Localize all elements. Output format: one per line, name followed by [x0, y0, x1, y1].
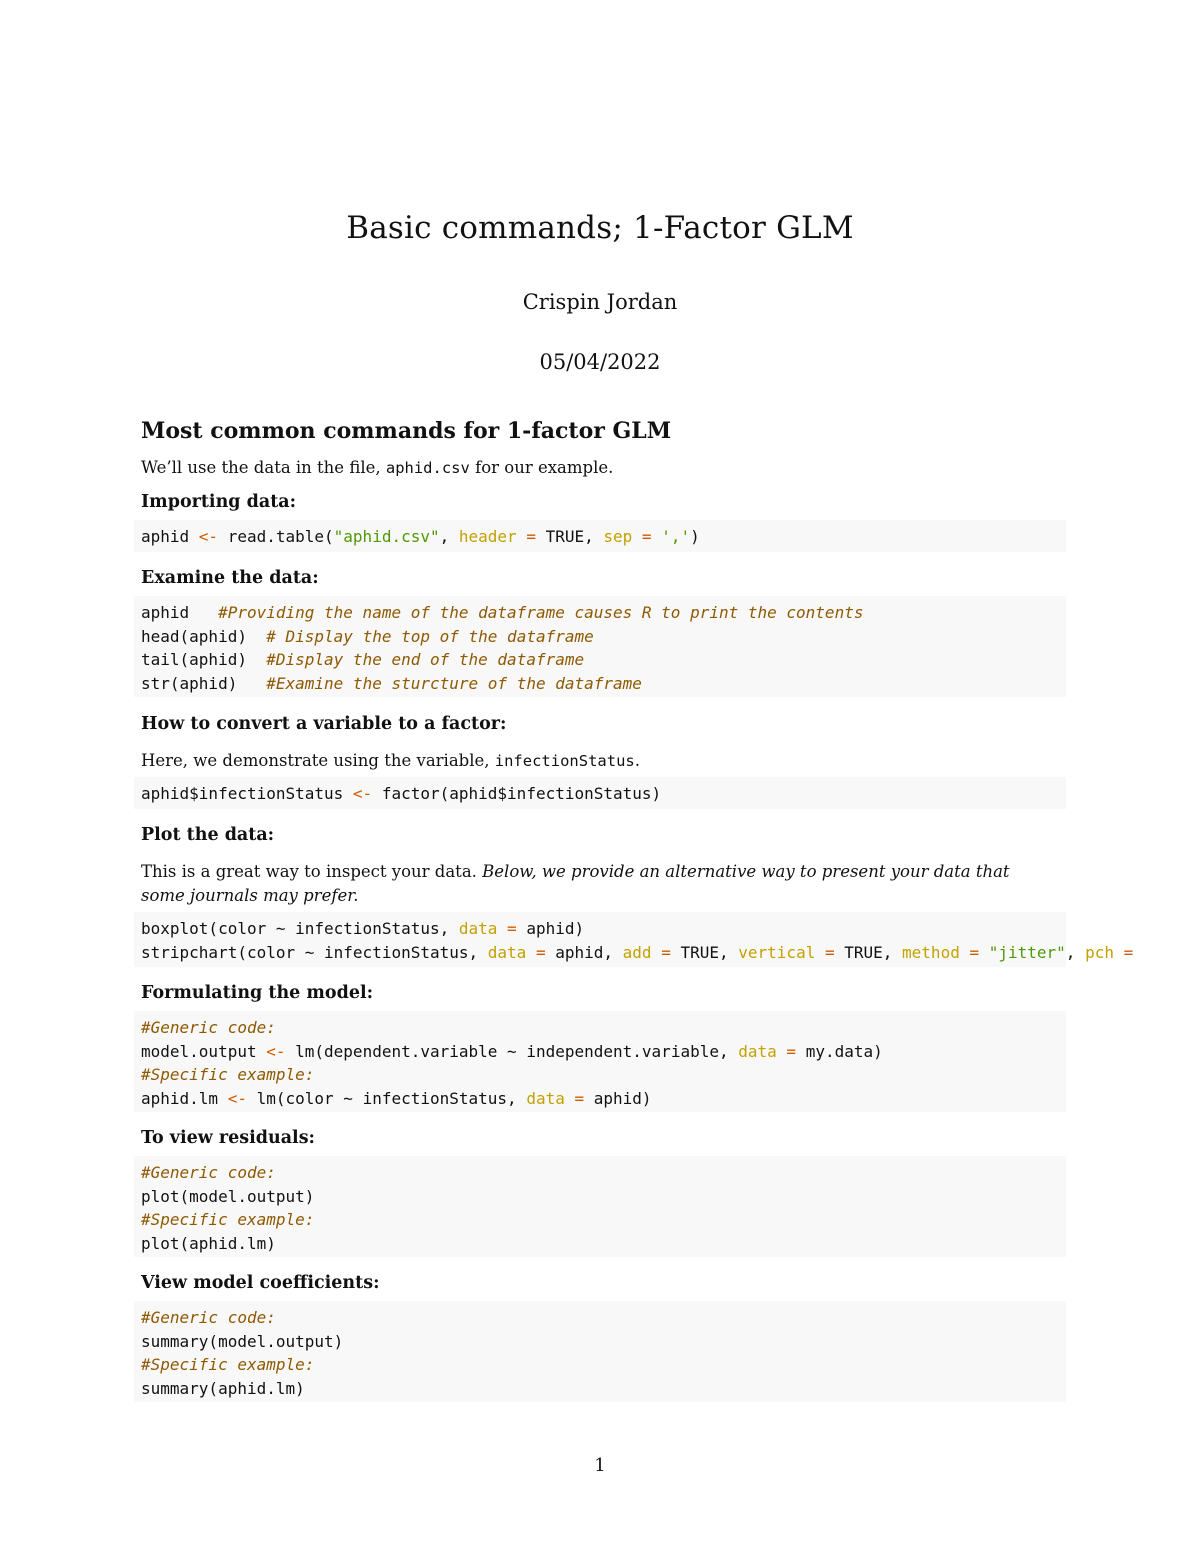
examine-heading: Examine the data:	[141, 568, 319, 588]
page-number: 1	[594, 1455, 606, 1476]
residuals-heading: To view residuals:	[141, 1128, 316, 1148]
coefficients-code-block	[134, 1301, 1066, 1402]
convert-heading: How to convert a variable to a factor:	[141, 714, 507, 734]
code-comment: #Specific example:	[141, 1065, 315, 1084]
code-comment: #Generic code:	[141, 1308, 276, 1327]
code-line: str(aphid) #Examine the sturcture of the dataframe	[141, 673, 642, 693]
code-line: summary(model.output)	[141, 1331, 344, 1351]
plot-code-block	[134, 912, 1134, 967]
code-line: plot(model.output)	[141, 1186, 315, 1206]
code-line: aphid.lm <- lm(color ~ infectionStatus, data = aphid)	[141, 1088, 652, 1108]
intro-paragraph	[141, 456, 1061, 480]
coefficients-heading: View model coefficients:	[141, 1273, 380, 1293]
code-comment: #Specific example:	[141, 1355, 315, 1374]
model-heading: Formulating the model:	[141, 983, 374, 1003]
importing-heading: Importing data:	[141, 492, 297, 512]
document-title: Basic commands; 1-Factor GLM	[346, 210, 854, 246]
code-comment: #Generic code:	[141, 1018, 276, 1037]
convert-paragraph: Here, we demonstrate using the variable, infectionStatus.	[141, 751, 640, 770]
examine-code-block	[134, 596, 1066, 697]
code-line: model.output <- lm(dependent.variable ~ independent.variable, data = my.data)	[141, 1041, 883, 1061]
intro-text: We’ll use the data in the file,	[141, 458, 386, 477]
code-line: aphid$infectionStatus <- factor(aphid$infectionStatus)	[141, 784, 662, 803]
intro-filename: aphid.csv	[385, 459, 470, 477]
code-line: aphid #Providing the name of the dataframe causes R to print the contents	[141, 603, 864, 622]
code-line: head(aphid) # Display the top of the dataframe	[141, 626, 594, 646]
code-line: tail(aphid) #Display the end of the dataframe	[141, 650, 585, 669]
import-code-block	[134, 520, 1066, 552]
section-heading: Most common commands for 1-factor GLM	[141, 418, 672, 444]
code-line: stripchart(color ~ infectionStatus, data = aphid, add = TRUE, vertical = TRUE, method = "jitter", pch =	[141, 942, 1134, 962]
code-line: summary(aphid.lm)	[141, 1378, 305, 1398]
code-line: plot(aphid.lm)	[141, 1233, 276, 1253]
date: 05/04/2022	[539, 350, 661, 374]
code-comment: #Generic code:	[141, 1163, 276, 1182]
intro-text-end: for our example.	[469, 458, 614, 477]
model-code-block	[134, 1011, 1066, 1112]
plot-heading: Plot the data:	[141, 825, 275, 845]
residuals-code-block	[134, 1156, 1066, 1257]
code-comment: #Specific example:	[141, 1210, 315, 1229]
code-line: boxplot(color ~ infectionStatus, data = aphid)	[141, 919, 585, 938]
code-line: aphid <- read.table("aphid.csv", header = TRUE, sep = ',')	[141, 527, 700, 546]
author: Crispin Jordan	[522, 290, 678, 314]
convert-code-block	[134, 777, 1066, 809]
plot-paragraph: This is a great way to inspect your data. Below, we provide an alternative way to present your data that some journals may prefer.	[141, 862, 1010, 905]
